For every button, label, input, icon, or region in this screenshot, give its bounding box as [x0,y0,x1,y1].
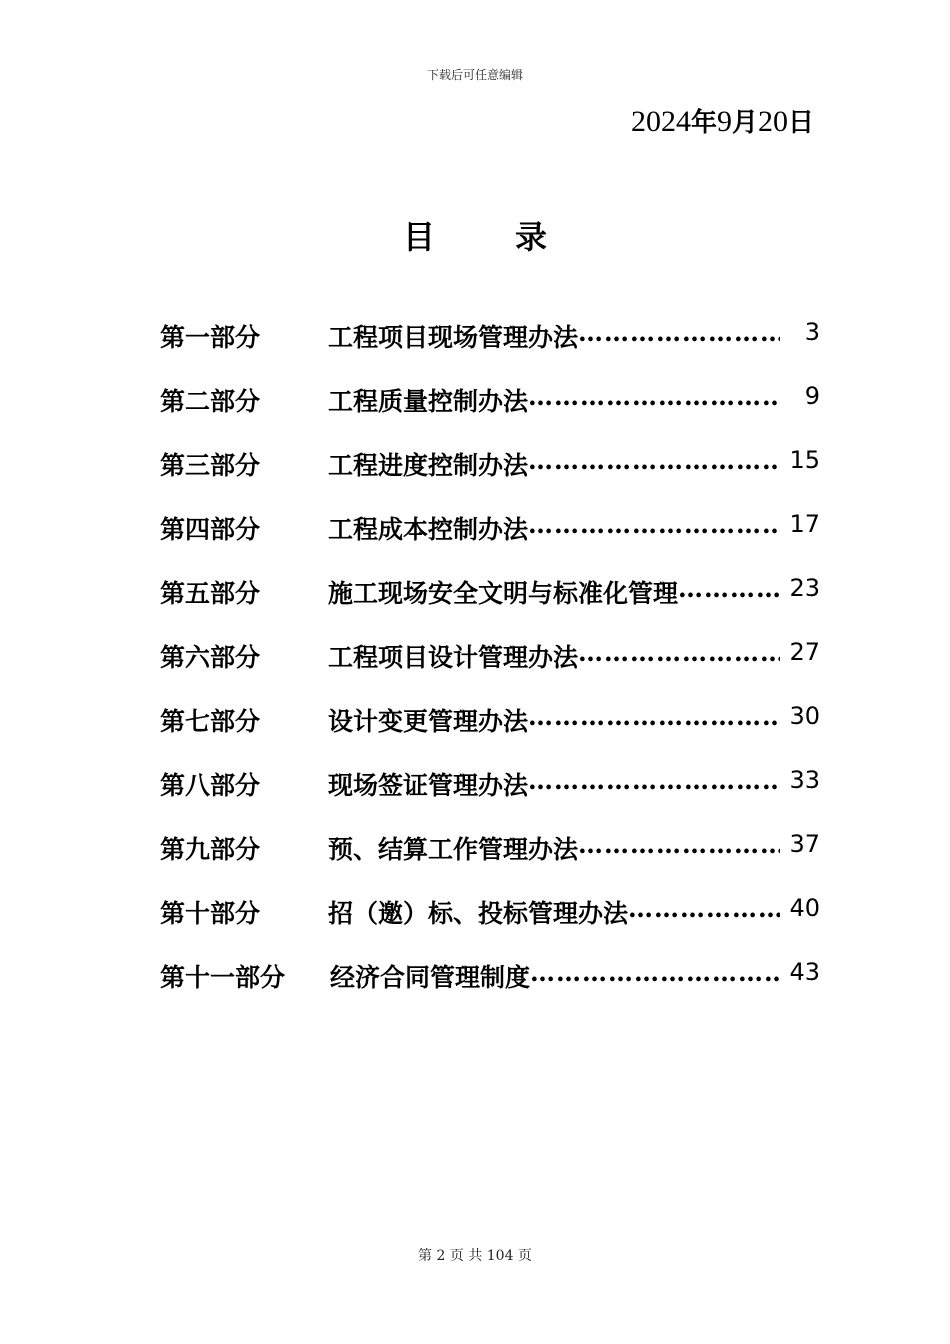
toc-entry[interactable] [160,638,820,674]
date-month-unit: 月 [731,108,758,137]
toc-entry-title: 工程成本控制办法 [328,515,529,544]
toc-leader-dots [528,510,780,546]
toc-leader-dots [678,574,780,610]
toc-entry[interactable] [160,958,820,994]
toc-leader-dots [528,446,780,482]
date-year-unit: 年 [690,108,717,137]
toc-entry-page: 9 [804,382,820,410]
toc-entry-page: 37 [789,830,820,858]
toc-entry-title: 经济合同管理制度 [330,963,531,992]
toc-entry-part: 第五部分 [160,579,261,608]
document-date [631,102,814,139]
date-month: 9 [716,105,732,138]
toc-entry-part: 第二部分 [160,387,261,416]
toc-entry-title: 工程项目设计管理办法 [328,643,579,672]
toc-entry-page: 40 [789,894,820,922]
date-day: 20 [757,105,788,138]
toc-entry-page: 27 [789,638,820,666]
toc-entry-title: 现场签证管理办法 [328,771,529,800]
toc-entry-part: 第四部分 [160,515,261,544]
toc-entry-part: 第一部分 [160,323,261,352]
toc-entry-part: 第三部分 [160,451,261,480]
toc-entry-page: 3 [804,318,820,346]
toc-entry[interactable] [160,510,820,546]
toc-entry-title: 招（邀）标、投标管理办法 [328,899,629,928]
toc-leader-dots [578,318,780,354]
toc-entry-title: 预、结算工作管理办法 [328,835,579,864]
toc-leader-dots [528,702,780,738]
toc-entry-page: 23 [789,574,820,602]
toc-leader-dots [530,958,780,994]
toc-entry-page: 33 [789,766,820,794]
toc-title: 目录 [402,218,627,256]
toc-leader-dots [578,638,780,674]
toc-leader-dots [628,894,780,930]
toc-entry[interactable] [160,446,820,482]
page-footer-page-info: 第 2 页 共 104 页 [418,1248,532,1264]
page-header-note: 下载后可任意编辑 [426,68,523,82]
toc-leader-dots [578,830,780,866]
toc-entry[interactable] [160,318,820,354]
toc-leader-dots [528,766,780,802]
toc-entry-page: 30 [789,702,820,730]
toc-entry[interactable] [160,766,820,802]
toc-leader-dots [528,382,780,418]
toc-entry-part: 第九部分 [160,835,261,864]
toc-entry[interactable] [160,702,820,738]
toc-entry-part: 第七部分 [160,707,261,736]
date-year: 2024 [630,105,691,138]
toc-entry[interactable] [160,830,820,866]
date-day-unit: 日 [787,108,814,137]
toc-entry-title: 工程项目现场管理办法 [328,323,579,352]
toc-entry-page: 17 [789,510,820,538]
toc-entry-title: 设计变更管理办法 [328,707,529,736]
toc-entry-part: 第八部分 [160,771,261,800]
toc-entry-part: 第六部分 [160,643,261,672]
toc-entry[interactable] [160,894,820,930]
toc-entry-title: 工程质量控制办法 [328,387,529,416]
toc-entry[interactable] [160,382,820,418]
toc-entry-page: 15 [789,446,820,474]
toc-entry-title: 工程进度控制办法 [328,451,529,480]
toc-entry-page: 43 [789,958,820,986]
toc-entry-title: 施工现场安全文明与标准化管理 [328,579,679,608]
toc-entry[interactable] [160,574,820,610]
toc-entry-part: 第十一部分 [160,963,286,992]
toc-entry-part: 第十部分 [160,899,261,928]
